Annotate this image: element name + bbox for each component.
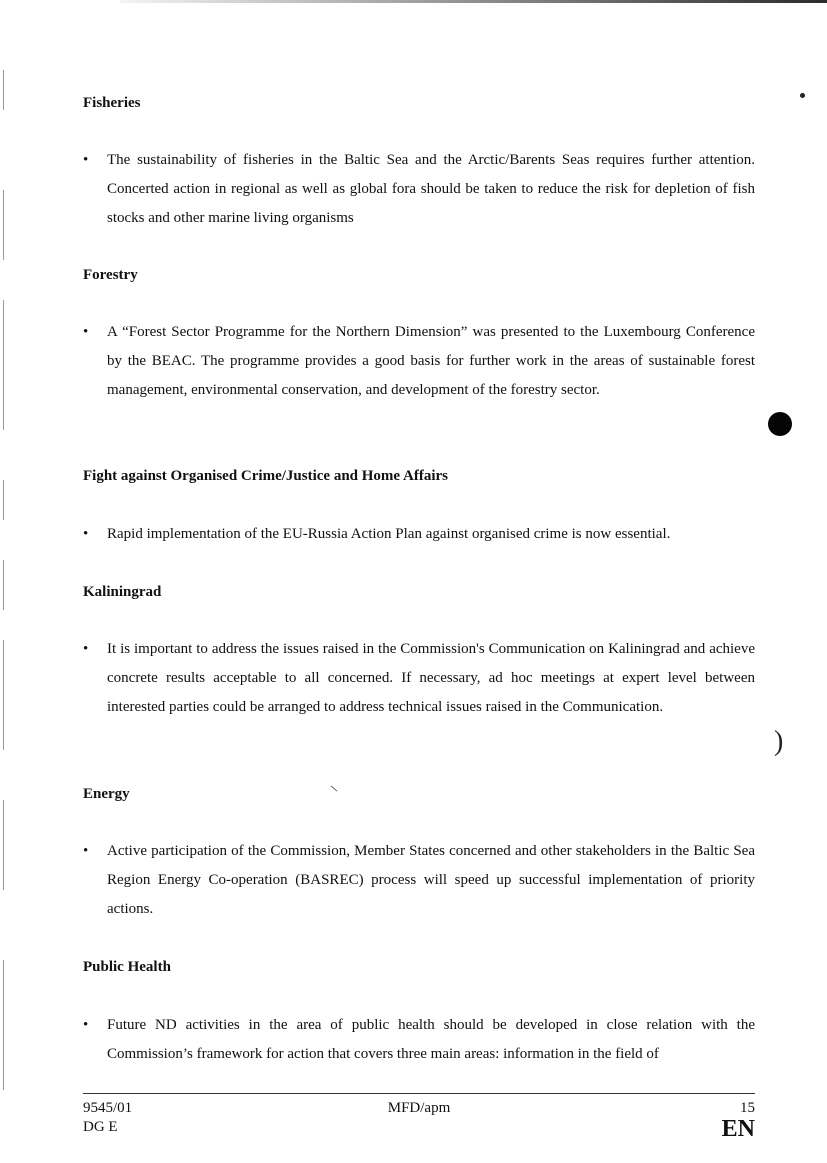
scan-hook-mark: ) [774,726,784,757]
bullet-text: It is important to address the issues raised in the Commission's Communication on Kaliningrad and achieve concrete results acceptable to all concerned. If necessary, ad hoc meetings at expert level between interested parties could be arranged to address technical issues raised in the Communication. [107,641,755,715]
scan-left-line [3,560,4,610]
bullet-dot: • [83,526,89,542]
bullet-dot: • [83,152,89,168]
section-heading-organised-crime: Fight against Organised Crime/Justice and Home Affairs [83,468,448,484]
page-footer [83,1098,755,1146]
scan-tick [331,786,338,792]
bullet-text: A “Forest Sector Programme for the Northern Dimension” was presented to the Luxembourg Conference by the BEAC. The programme provides a good basis for further work in the areas of sustainable forest management, environmental conservation, and development of the forestry sector. [107,324,755,398]
section-heading-forestry: Forestry [83,267,138,283]
footer-rule [83,1093,755,1094]
bullet-item-fisheries [83,146,755,233]
scan-left-line [3,800,4,890]
scan-left-line [3,640,4,750]
bullet-dot: • [83,843,89,859]
document-number: 9545/01 [83,1100,133,1116]
bullet-text: Active participation of the Commission, Member States concerned and other stakeholders in the Baltic Sea Region Energy Co-operation (BASREC) process will speed up successful implementation of priority actions. [107,843,755,917]
bullet-text: The sustainability of fisheries in the Baltic Sea and the Arctic/Barents Seas requires further attention. Concerted action in regional as well as global fora should be taken to reduce the risk for depletion of fish stocks and other marine living organisms [107,152,755,226]
scan-dot [800,93,805,98]
bullet-item-public-health [83,1011,755,1069]
section-heading-fisheries: Fisheries [83,95,141,111]
bullet-dot: • [83,324,89,340]
scan-left-line [3,480,4,520]
bullet-text: Rapid implementation of the EU-Russia Action Plan against organised crime is now essential. [107,526,671,542]
section-heading-energy: Energy [83,786,130,802]
scan-left-line [3,300,4,430]
bullet-text: Future ND activities in the area of public health should be developed in close relation with the Commission’s framework for action that covers three main areas: information in the field of [107,1017,755,1062]
bullet-dot: • [83,1017,89,1033]
bullet-dot: • [83,641,89,657]
bullet-item-energy [83,837,755,924]
punch-hole [768,412,792,436]
scan-left-line [3,960,4,1090]
section-heading-public-health: Public Health [83,959,171,975]
directorate-label: DG E [83,1119,118,1135]
scan-top-rule [120,0,827,3]
page-number: 15 [740,1100,755,1116]
bullet-item-kaliningrad [83,635,755,722]
language-code: EN [721,1116,755,1142]
scan-left-line [3,70,4,110]
bullet-item-forestry [83,318,755,405]
bullet-item-organised-crime [83,520,755,549]
scan-left-line [3,190,4,260]
author-initials: MFD/apm [387,1100,451,1116]
section-heading-kaliningrad: Kaliningrad [83,584,162,600]
